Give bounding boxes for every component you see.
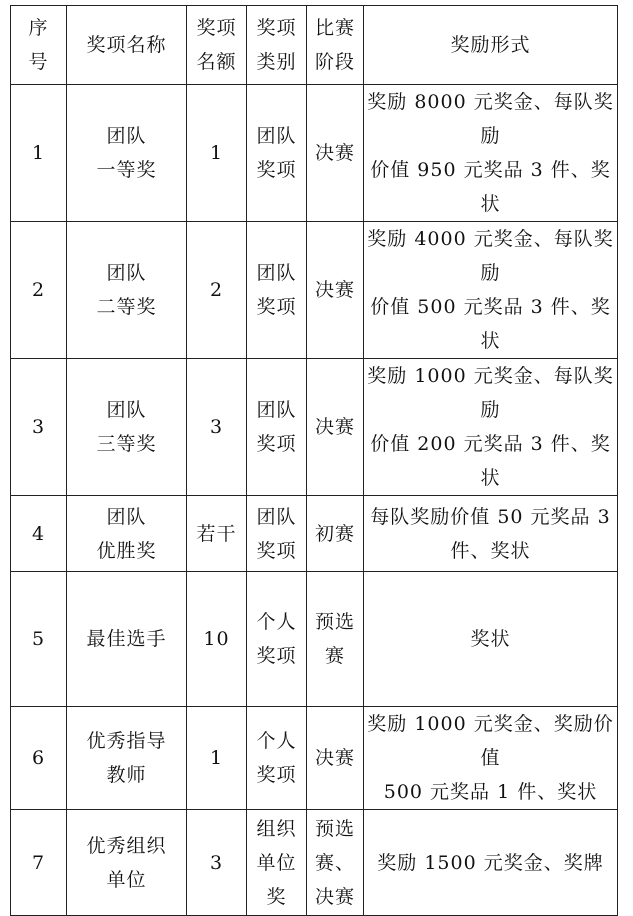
cell-quota: 1 (187, 707, 247, 810)
header-name: 奖项名称 (67, 6, 187, 85)
cell-stage: 初赛 (307, 496, 364, 572)
cell-stage: 预选 赛、 决赛 (307, 810, 364, 916)
cell-stage: 决赛 (307, 359, 364, 496)
header-index: 序 号 (11, 6, 67, 85)
table-row (11, 810, 618, 916)
cell-reward: 奖励 8000 元奖金、每队奖励 价值 950 元奖品 3 件、奖状 (364, 85, 618, 222)
cell-name: 优秀指导 教师 (67, 707, 187, 810)
cell-category: 团队 奖项 (247, 222, 307, 359)
cell-category: 组织 单位 奖 (247, 810, 307, 916)
cell-reward: 奖励 1000 元奖金、每队奖励 价值 200 元奖品 3 件、奖状 (364, 359, 618, 496)
cell-reward: 奖励 1500 元奖金、奖牌 (364, 810, 618, 916)
cell-reward: 奖励 1000 元奖金、奖励价值 500 元奖品 1 件、奖状 (364, 707, 618, 810)
header-category: 奖项 类别 (247, 6, 307, 85)
table-row (11, 572, 618, 707)
header-reward: 奖励形式 (364, 6, 618, 85)
cell-reward: 奖励 4000 元奖金、每队奖励 价值 500 元奖品 3 件、奖状 (364, 222, 618, 359)
table-row (11, 707, 618, 810)
cell-index: 4 (11, 496, 67, 572)
cell-name: 最佳选手 (67, 572, 187, 707)
cell-quota: 3 (187, 810, 247, 916)
cell-name: 优秀组织 单位 (67, 810, 187, 916)
awards-table (10, 5, 618, 916)
cell-reward: 奖状 (364, 572, 618, 707)
cell-name: 团队 优胜奖 (67, 496, 187, 572)
cell-quota: 若干 (187, 496, 247, 572)
cell-quota: 2 (187, 222, 247, 359)
cell-index: 7 (11, 810, 67, 916)
header-stage: 比赛 阶段 (307, 6, 364, 85)
cell-name: 团队 二等奖 (67, 222, 187, 359)
cell-index: 3 (11, 359, 67, 496)
cell-category: 个人 奖项 (247, 707, 307, 810)
cell-stage: 决赛 (307, 222, 364, 359)
header-quota: 奖项 名额 (187, 6, 247, 85)
cell-quota: 3 (187, 359, 247, 496)
cell-category: 团队 奖项 (247, 496, 307, 572)
table-row (11, 222, 618, 359)
table-header-row (11, 6, 618, 85)
table-row (11, 359, 618, 496)
cell-quota: 10 (187, 572, 247, 707)
cell-reward: 每队奖励价值 50 元奖品 3 件、奖状 (364, 496, 618, 572)
cell-stage: 预选 赛 (307, 572, 364, 707)
cell-name: 团队 三等奖 (67, 359, 187, 496)
table-row (11, 496, 618, 572)
cell-index: 1 (11, 85, 67, 222)
cell-index: 5 (11, 572, 67, 707)
cell-category: 个人 奖项 (247, 572, 307, 707)
cell-stage: 决赛 (307, 707, 364, 810)
awards-table-container (10, 5, 618, 916)
cell-category: 团队 奖项 (247, 85, 307, 222)
cell-quota: 1 (187, 85, 247, 222)
cell-stage: 决赛 (307, 85, 364, 222)
table-row (11, 85, 618, 222)
cell-name: 团队 一等奖 (67, 85, 187, 222)
cell-category: 团队 奖项 (247, 359, 307, 496)
cell-index: 6 (11, 707, 67, 810)
cell-index: 2 (11, 222, 67, 359)
